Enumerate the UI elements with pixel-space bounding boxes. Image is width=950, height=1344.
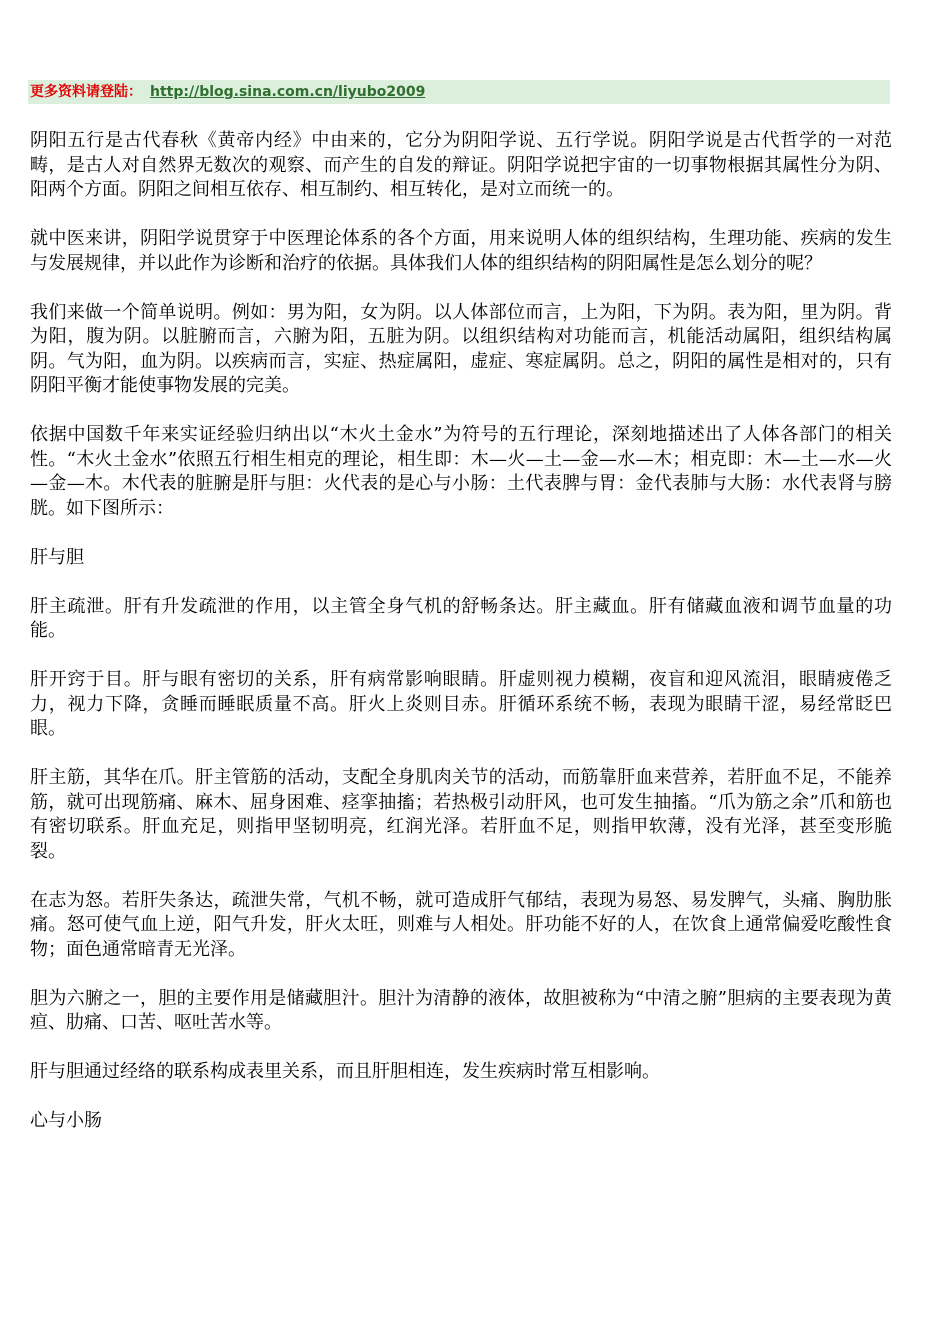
paragraph-five-elements: 依据中国数千年来实证经验归纳出以“木火土金水”为符号的五行理论，深刻地描述出了人体各部门的相关性。“木火土金水”依照五行相生相克的理论，相生即：木—火—土—金—水—木；相克即：木—土—水—火—金—木。木代表的脏腑是肝与胆：火代表的是心与小肠：土代表脾与胃：金代表肺与大肠：水代表肾与膀胱。如下图所示：	[30, 424, 892, 519]
section-heading-heart-small-intestine: 心与小肠	[30, 1110, 102, 1131]
blog-link[interactable]: http://blog.sina.com.cn/liyubo2009	[150, 84, 426, 100]
section-heading-liver-gallbladder: 肝与胆	[30, 546, 84, 568]
paragraph-liver-function: 肝主疏泄。肝有升发疏泄的作用，以主管全身气机的舒畅条达。肝主藏血。肝有储藏血液和调节血量的功能。	[30, 595, 892, 641]
paragraph-liver-anger: 在志为怒。若肝失条达，疏泄失常，气机不畅，就可造成肝气郁结，表现为易怒、易发脾气，头痛、胸肋胀痛。怒可使气血上逆，阳气升发，肝火太旺，则难与人相处。肝功能不好的人，在饮食上通常偏爱吃酸性食物；面色通常暗青无光泽。	[30, 889, 892, 960]
banner-label: 更多资料请登陆：	[30, 84, 142, 100]
paragraph-liver-gallbladder-relation: 肝与胆通过经络的联系构成表里关系，而且肝胆相连，发生疾病时常互相影响。	[30, 1061, 660, 1082]
source-banner	[28, 80, 890, 104]
paragraph-examples: 我们来做一个简单说明。例如：男为阳，女为阴。以人体部位而言，上为阳，下为阴。表为阳，里为阴。背为阳，腹为阴。以脏腑而言，六腑为阳，五脏为阴。以组织结构对功能而言，机能活动属阳，组织结构属阴。气为阳，血为阴。以疾病而言，实症、热症属阳，虚症、寒症属阴。总之，阴阳的属性是相对的，只有阴阳平衡才能使事物发展的完美。	[30, 301, 892, 396]
paragraph-yinyang-intro: 阴阳五行是古代春秋《黄帝内经》中由来的，它分为阴阳学说、五行学说。阴阳学说是古代哲学的一对范畴，是古人对自然界无数次的观察、而产生的自发的辩证。阴阳学说把宇宙的一切事物根据其属性分为阴、阳两个方面。阴阳之间相互依存、相互制约、相互转化，是对立而统一的。	[30, 130, 892, 200]
paragraph-tcm-yinyang: 就中医来讲，阴阳学说贯穿于中医理论体系的各个方面，用来说明人体的组织结构，生理功能、疾病的发生与发展规律，并以此作为诊断和治疗的依据。具体我们人体的组织结构的阴阳属性是怎么划分的呢？	[30, 228, 892, 274]
paragraph-liver-tendons: 肝主筋，其华在爪。肝主管筋的活动，支配全身肌肉关节的活动，而筋靠肝血来营养，若肝血不足，不能养筋，就可出现筋痛、麻木、屈身困难、痉挛抽搐；若热极引动肝风，也可发生抽搐。“爪为筋之余”爪和筋也有密切联系。肝血充足，则指甲坚韧明亮，红润光泽。若肝血不足，则指甲软薄，没有光泽，甚至变形脆裂。	[30, 767, 892, 862]
paragraph-liver-eyes: 肝开窍于目。肝与眼有密切的关系，肝有病常影响眼睛。肝虚则视力模糊，夜盲和迎风流泪，眼睛疲倦乏力，视力下降，贪睡而睡眠质量不高。肝火上炎则目赤。肝循环系统不畅，表现为眼睛干涩，易经常眨巴眼。	[30, 669, 892, 739]
article-body	[30, 129, 892, 1158]
paragraph-gallbladder: 胆为六腑之一，胆的主要作用是储藏胆汁。胆汁为清静的液体，故胆被称为“中清之腑”胆病的主要表现为黄疸、肋痛、口苦、呕吐苦水等。	[30, 987, 892, 1033]
